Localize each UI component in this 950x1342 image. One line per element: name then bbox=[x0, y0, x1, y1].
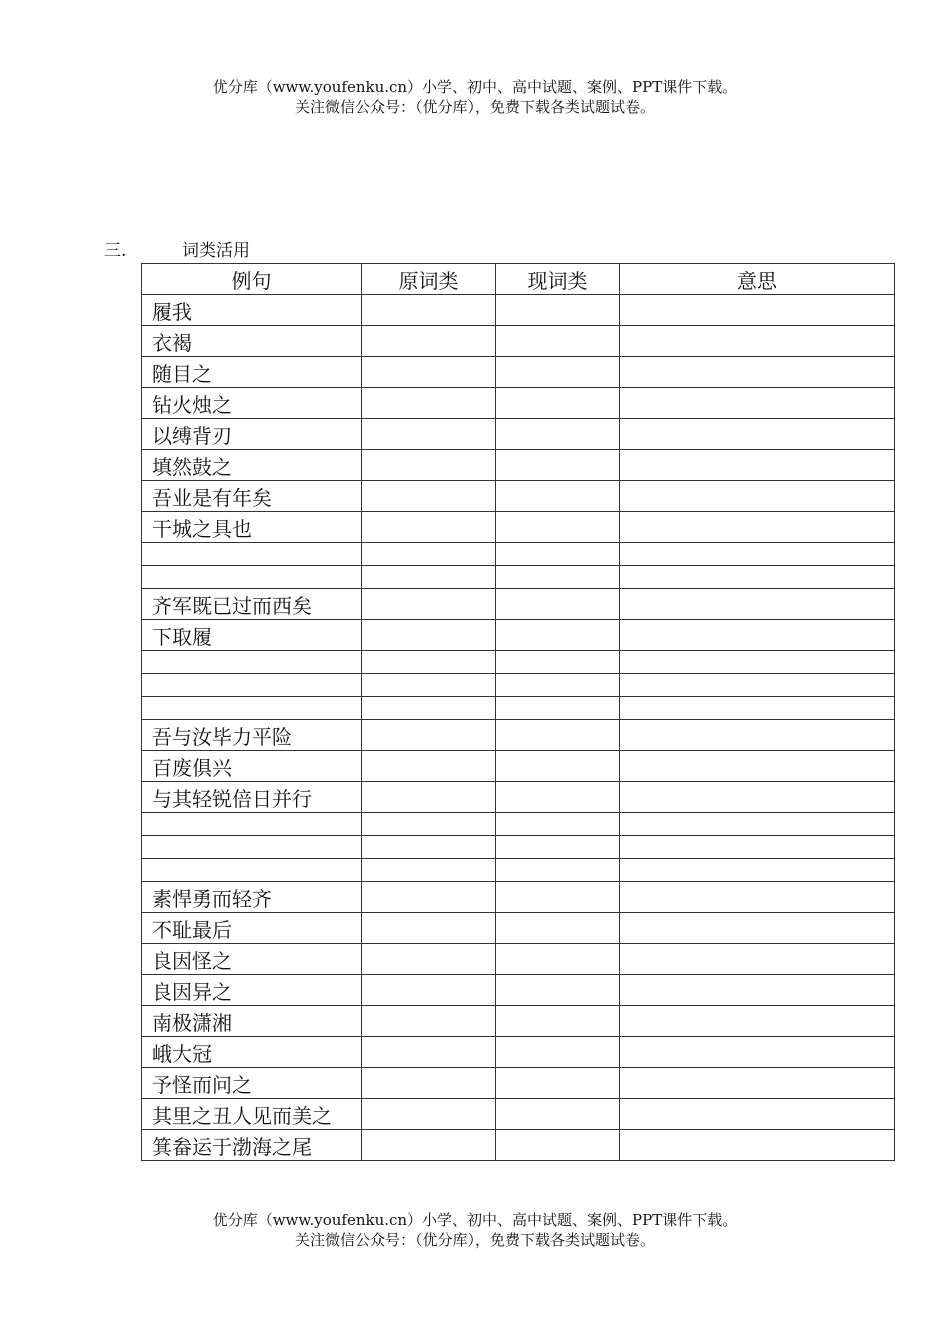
table-row bbox=[142, 813, 895, 836]
table-row bbox=[142, 388, 895, 419]
current-class-cell[interactable] bbox=[496, 419, 620, 450]
original-class-cell[interactable] bbox=[362, 836, 496, 859]
footer-line-1: 优分库（www.youfenku.cn）小学、初中、高中试题、案例、PPT课件下载。 bbox=[212, 1211, 738, 1229]
current-class-cell[interactable] bbox=[496, 1130, 620, 1161]
example-cell: 以缚背刃 bbox=[142, 419, 362, 450]
example-cell: 衣褐 bbox=[142, 326, 362, 357]
table-row bbox=[142, 1099, 895, 1130]
original-class-cell[interactable] bbox=[362, 720, 496, 751]
current-class-cell[interactable] bbox=[496, 326, 620, 357]
table-row bbox=[142, 326, 895, 357]
current-class-cell[interactable] bbox=[496, 566, 620, 589]
original-class-cell[interactable] bbox=[362, 512, 496, 543]
section-title: 词类活用 bbox=[182, 241, 250, 261]
current-class-cell[interactable] bbox=[496, 697, 620, 720]
example-cell bbox=[142, 651, 362, 674]
header-meaning: 意思 bbox=[620, 264, 895, 295]
example-cell: 与其轻锐倍日并行 bbox=[142, 782, 362, 813]
table-row bbox=[142, 651, 895, 674]
meaning-cell[interactable] bbox=[620, 751, 895, 782]
table-row bbox=[142, 782, 895, 813]
original-class-cell[interactable] bbox=[362, 944, 496, 975]
current-class-cell[interactable] bbox=[496, 674, 620, 697]
table-row bbox=[142, 913, 895, 944]
original-class-cell[interactable] bbox=[362, 1130, 496, 1161]
example-cell bbox=[142, 697, 362, 720]
table-body bbox=[142, 295, 895, 1161]
example-cell: 峨大冠 bbox=[142, 1037, 362, 1068]
meaning-cell[interactable] bbox=[620, 813, 895, 836]
original-class-cell[interactable] bbox=[362, 975, 496, 1006]
current-class-cell[interactable] bbox=[496, 813, 620, 836]
meaning-cell[interactable] bbox=[620, 326, 895, 357]
current-class-cell[interactable] bbox=[496, 651, 620, 674]
original-class-cell[interactable] bbox=[362, 913, 496, 944]
example-cell: 良因怪之 bbox=[142, 944, 362, 975]
example-cell: 不耻最后 bbox=[142, 913, 362, 944]
table-row bbox=[142, 836, 895, 859]
example-cell: 其里之丑人见而美之 bbox=[142, 1099, 362, 1130]
table-row bbox=[142, 295, 895, 326]
original-class-cell[interactable] bbox=[362, 751, 496, 782]
header-banner bbox=[0, 77, 950, 117]
header-line-1: 优分库（www.youfenku.cn）小学、初中、高中试题、案例、PPT课件下载。 bbox=[212, 78, 738, 96]
meaning-cell[interactable] bbox=[620, 1037, 895, 1068]
section-number: 三. bbox=[104, 241, 127, 261]
example-cell bbox=[142, 859, 362, 882]
current-class-cell[interactable] bbox=[496, 1099, 620, 1130]
example-cell: 南极潇湘 bbox=[142, 1006, 362, 1037]
meaning-cell[interactable] bbox=[620, 1099, 895, 1130]
original-class-cell[interactable] bbox=[362, 419, 496, 450]
example-cell: 下取履 bbox=[142, 620, 362, 651]
original-class-cell[interactable] bbox=[362, 651, 496, 674]
meaning-cell[interactable] bbox=[620, 782, 895, 813]
table-row bbox=[142, 882, 895, 913]
example-cell bbox=[142, 813, 362, 836]
original-class-cell[interactable] bbox=[362, 481, 496, 512]
table-row bbox=[142, 975, 895, 1006]
original-class-cell[interactable] bbox=[362, 450, 496, 481]
example-cell bbox=[142, 566, 362, 589]
meaning-cell[interactable] bbox=[620, 975, 895, 1006]
current-class-cell[interactable] bbox=[496, 450, 620, 481]
original-class-cell[interactable] bbox=[362, 1037, 496, 1068]
current-class-cell[interactable] bbox=[496, 882, 620, 913]
table-row bbox=[142, 674, 895, 697]
meaning-cell[interactable] bbox=[620, 388, 895, 419]
meaning-cell[interactable] bbox=[620, 620, 895, 651]
meaning-cell[interactable] bbox=[620, 1006, 895, 1037]
table-row bbox=[142, 1130, 895, 1161]
header-original-class: 原词类 bbox=[362, 264, 496, 295]
meaning-cell[interactable] bbox=[620, 944, 895, 975]
current-class-cell[interactable] bbox=[496, 1006, 620, 1037]
meaning-cell[interactable] bbox=[620, 419, 895, 450]
original-class-cell[interactable] bbox=[362, 357, 496, 388]
meaning-cell[interactable] bbox=[620, 357, 895, 388]
current-class-cell[interactable] bbox=[496, 589, 620, 620]
current-class-cell[interactable] bbox=[496, 782, 620, 813]
header-line-2: 关注微信公众号：（优分库），免费下载各类试题试卷。 bbox=[294, 98, 655, 116]
example-cell: 百废俱兴 bbox=[142, 751, 362, 782]
example-cell: 箕畚运于渤海之尾 bbox=[142, 1130, 362, 1161]
meaning-cell[interactable] bbox=[620, 295, 895, 326]
example-cell: 干城之具也 bbox=[142, 512, 362, 543]
table-row bbox=[142, 543, 895, 566]
section-heading bbox=[104, 236, 250, 261]
original-class-cell[interactable] bbox=[362, 859, 496, 882]
table-row bbox=[142, 512, 895, 543]
example-cell: 予怪而问之 bbox=[142, 1068, 362, 1099]
meaning-cell[interactable] bbox=[620, 481, 895, 512]
original-class-cell[interactable] bbox=[362, 1006, 496, 1037]
meaning-cell[interactable] bbox=[620, 913, 895, 944]
original-class-cell[interactable] bbox=[362, 1068, 496, 1099]
example-cell: 齐军既已过而西矣 bbox=[142, 589, 362, 620]
example-cell: 填然鼓之 bbox=[142, 450, 362, 481]
table-row bbox=[142, 620, 895, 651]
meaning-cell[interactable] bbox=[620, 859, 895, 882]
current-class-cell[interactable] bbox=[496, 512, 620, 543]
meaning-cell[interactable] bbox=[620, 697, 895, 720]
current-class-cell[interactable] bbox=[496, 836, 620, 859]
current-class-cell[interactable] bbox=[496, 1068, 620, 1099]
current-class-cell[interactable] bbox=[496, 357, 620, 388]
example-cell: 素悍勇而轻齐 bbox=[142, 882, 362, 913]
current-class-cell[interactable] bbox=[496, 859, 620, 882]
original-class-cell[interactable] bbox=[362, 1099, 496, 1130]
table-row bbox=[142, 419, 895, 450]
example-cell: 随目之 bbox=[142, 357, 362, 388]
meaning-cell[interactable] bbox=[620, 450, 895, 481]
table-row bbox=[142, 481, 895, 512]
meaning-cell[interactable] bbox=[620, 674, 895, 697]
original-class-cell[interactable] bbox=[362, 882, 496, 913]
meaning-cell[interactable] bbox=[620, 543, 895, 566]
current-class-cell[interactable] bbox=[496, 913, 620, 944]
header-example: 例句 bbox=[142, 264, 362, 295]
original-class-cell[interactable] bbox=[362, 589, 496, 620]
example-cell: 良因异之 bbox=[142, 975, 362, 1006]
current-class-cell[interactable] bbox=[496, 944, 620, 975]
footer-line-2: 关注微信公众号：（优分库），免费下载各类试题试卷。 bbox=[294, 1231, 655, 1249]
example-cell bbox=[142, 674, 362, 697]
current-class-cell[interactable] bbox=[496, 720, 620, 751]
meaning-cell[interactable] bbox=[620, 1130, 895, 1161]
table-row bbox=[142, 450, 895, 481]
meaning-cell[interactable] bbox=[620, 882, 895, 913]
current-class-cell[interactable] bbox=[496, 388, 620, 419]
meaning-cell[interactable] bbox=[620, 1068, 895, 1099]
meaning-cell[interactable] bbox=[620, 720, 895, 751]
example-cell bbox=[142, 836, 362, 859]
table-row bbox=[142, 859, 895, 882]
original-class-cell[interactable] bbox=[362, 388, 496, 419]
current-class-cell[interactable] bbox=[496, 751, 620, 782]
table-row bbox=[142, 589, 895, 620]
original-class-cell[interactable] bbox=[362, 295, 496, 326]
original-class-cell[interactable] bbox=[362, 620, 496, 651]
current-class-cell[interactable] bbox=[496, 481, 620, 512]
example-cell: 吾与汝毕力平险 bbox=[142, 720, 362, 751]
table-row bbox=[142, 720, 895, 751]
table-row bbox=[142, 751, 895, 782]
original-class-cell[interactable] bbox=[362, 543, 496, 566]
table-row bbox=[142, 1037, 895, 1068]
current-class-cell[interactable] bbox=[496, 975, 620, 1006]
example-cell: 履我 bbox=[142, 295, 362, 326]
original-class-cell[interactable] bbox=[362, 813, 496, 836]
table-row bbox=[142, 944, 895, 975]
example-cell bbox=[142, 543, 362, 566]
table-header-row bbox=[142, 264, 895, 295]
example-cell: 钻火烛之 bbox=[142, 388, 362, 419]
meaning-cell[interactable] bbox=[620, 589, 895, 620]
example-cell: 吾业是有年矣 bbox=[142, 481, 362, 512]
meaning-cell[interactable] bbox=[620, 512, 895, 543]
original-class-cell[interactable] bbox=[362, 697, 496, 720]
table-row bbox=[142, 1006, 895, 1037]
meaning-cell[interactable] bbox=[620, 566, 895, 589]
table-row bbox=[142, 566, 895, 589]
original-class-cell[interactable] bbox=[362, 566, 496, 589]
original-class-cell[interactable] bbox=[362, 326, 496, 357]
current-class-cell[interactable] bbox=[496, 1037, 620, 1068]
original-class-cell[interactable] bbox=[362, 782, 496, 813]
table-row bbox=[142, 1068, 895, 1099]
current-class-cell[interactable] bbox=[496, 295, 620, 326]
current-class-cell[interactable] bbox=[496, 620, 620, 651]
table-row bbox=[142, 697, 895, 720]
meaning-cell[interactable] bbox=[620, 836, 895, 859]
table-row bbox=[142, 357, 895, 388]
footer-banner bbox=[0, 1210, 950, 1250]
current-class-cell[interactable] bbox=[496, 543, 620, 566]
meaning-cell[interactable] bbox=[620, 651, 895, 674]
word-class-table bbox=[141, 263, 895, 1161]
original-class-cell[interactable] bbox=[362, 674, 496, 697]
header-current-class: 现词类 bbox=[496, 264, 620, 295]
